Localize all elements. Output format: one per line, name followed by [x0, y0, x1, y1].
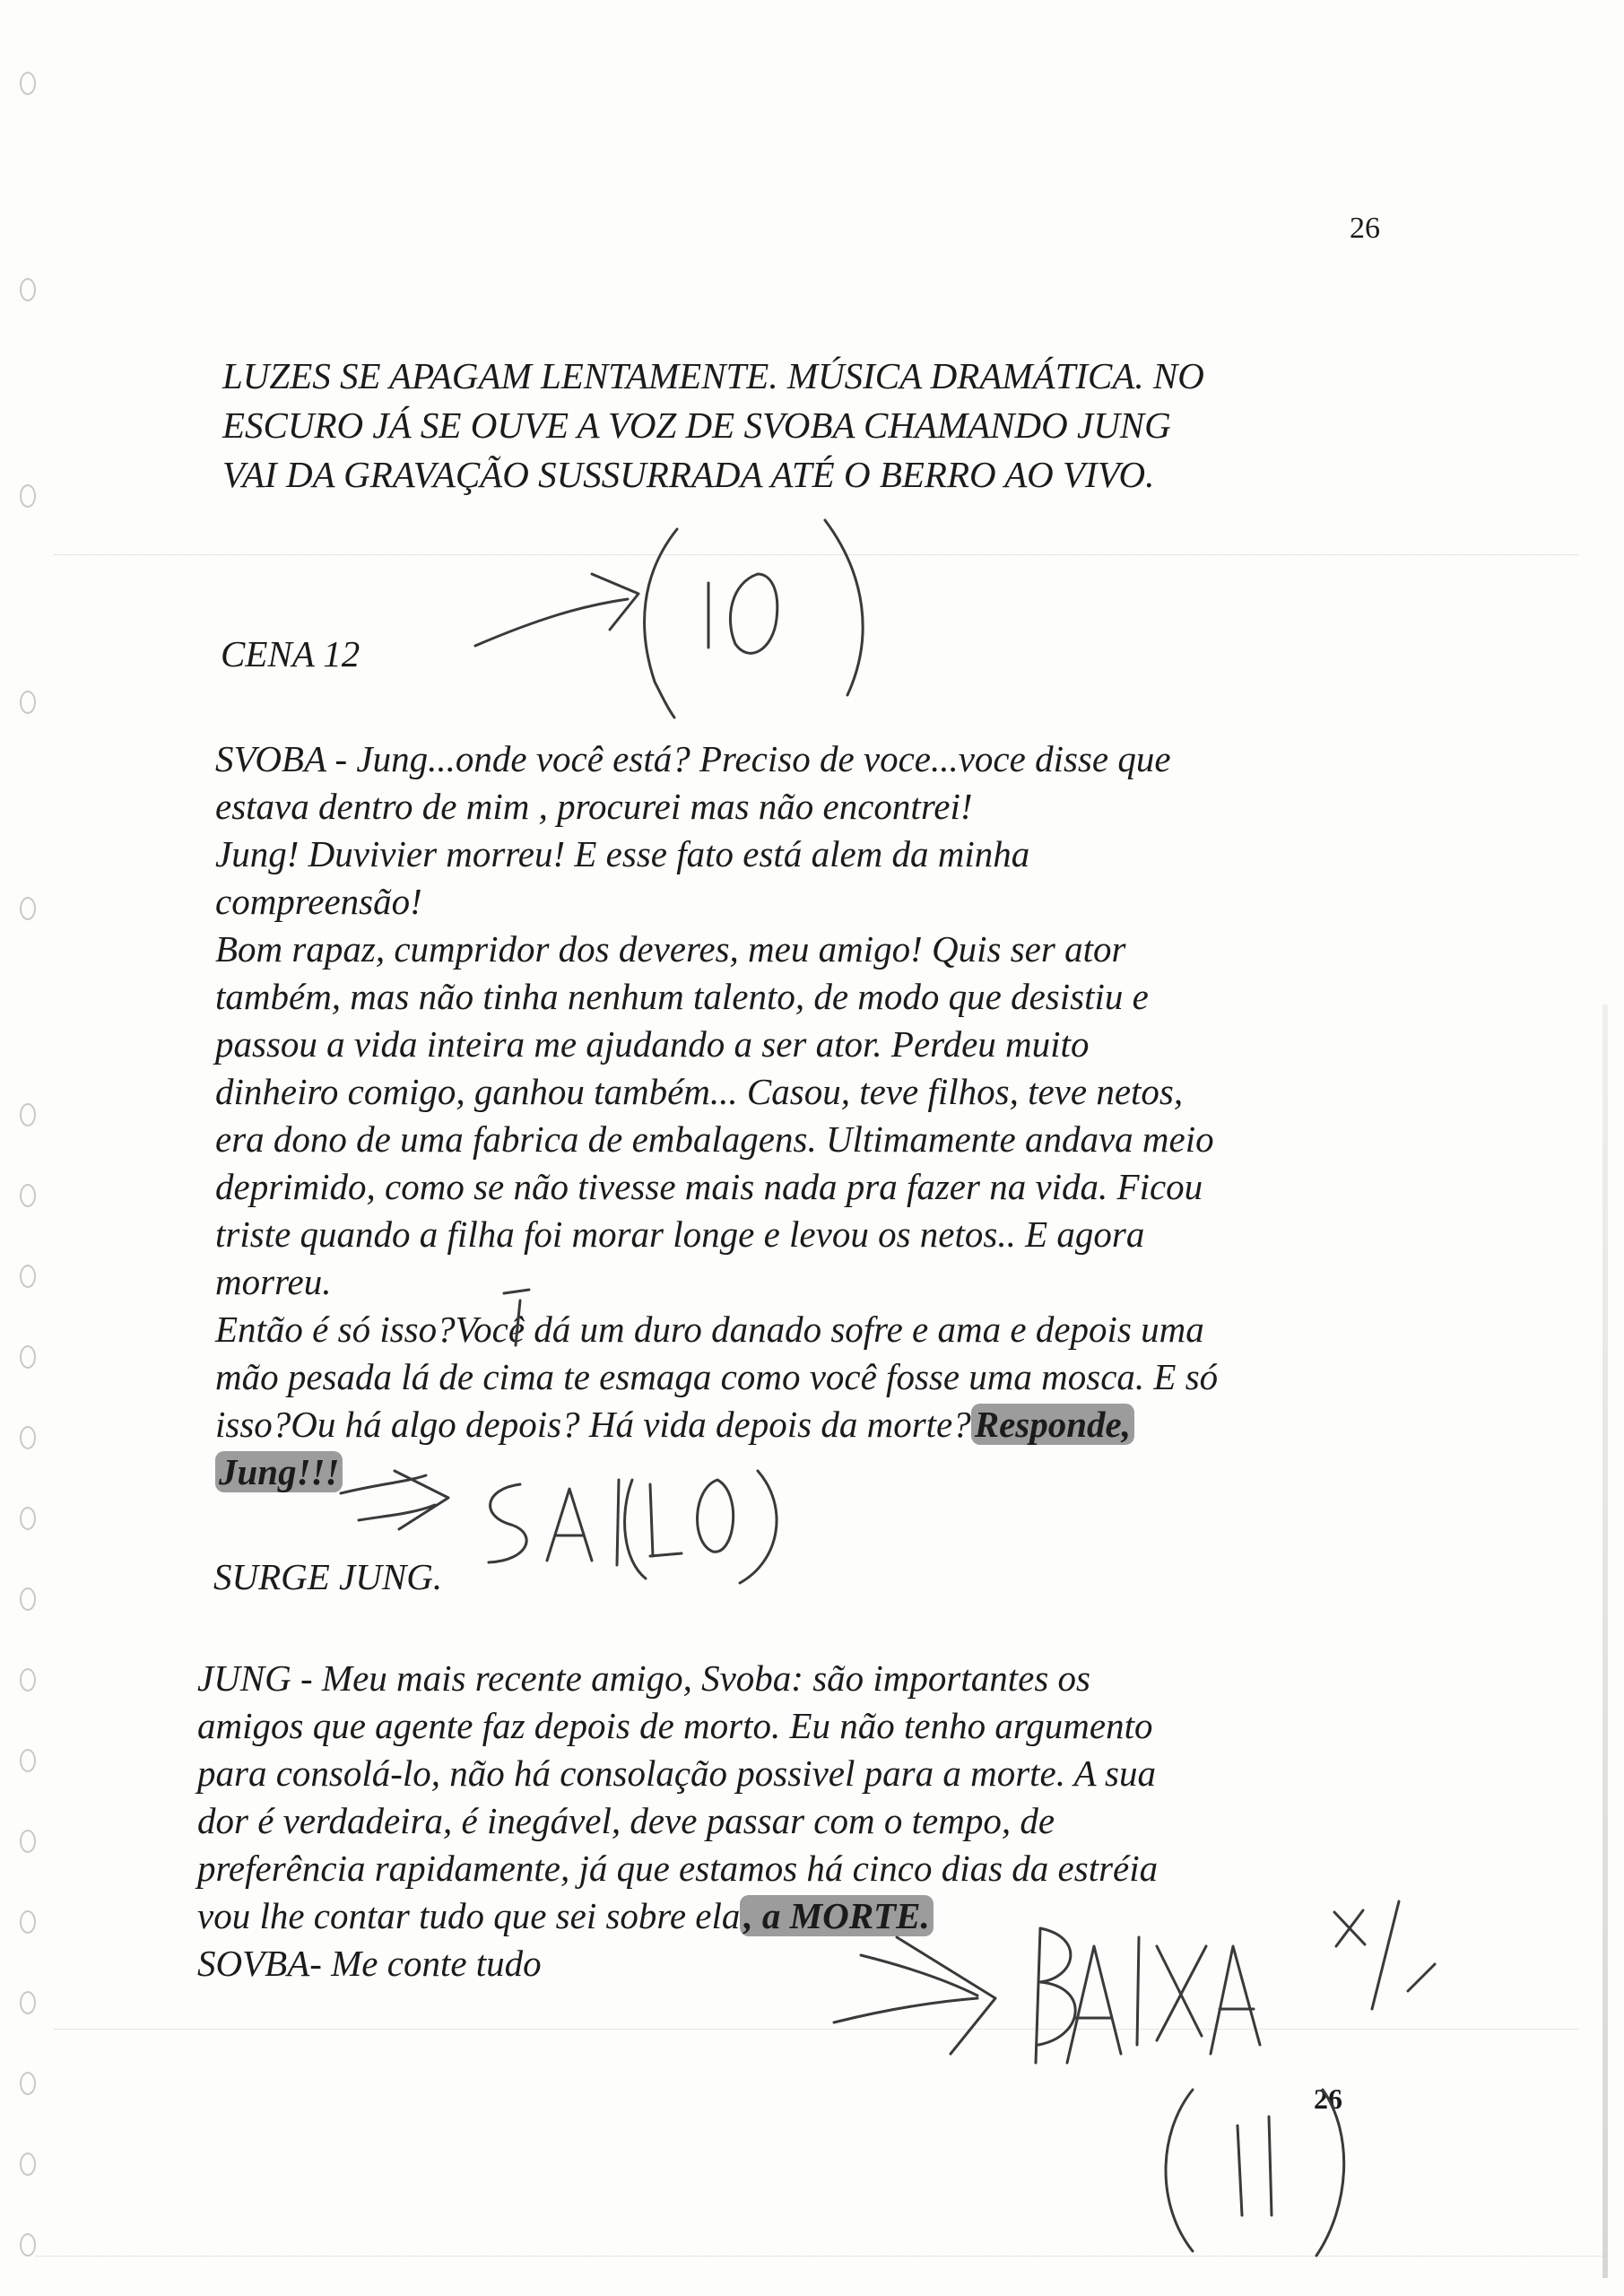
- speech-line: era dono de uma fabrica de embalagens. Ultimamente andava meio: [215, 1118, 1214, 1160]
- speech-line: também, mas não tinha nenhum talento, de modo que desistiu e: [215, 976, 1149, 1017]
- speech-line: morreu.: [215, 1261, 332, 1302]
- highlighted-text: , a MORTE.: [740, 1895, 933, 1936]
- speech-text: vou lhe contar tudo que sei sobre ela: [197, 1895, 741, 1936]
- speech-line: amigos que agente faz depois de morto. Eu não tenho argumento: [197, 1705, 1153, 1746]
- speech-line: estava dentro de mim , procurei mas não encontrei!: [215, 786, 973, 827]
- speech-line: dinheiro comigo, ganhou também... Casou, teve filhos, teve netos,: [215, 1071, 1184, 1112]
- speech-text: isso?Ou há algo depois? Há vida depois da morte?: [215, 1404, 971, 1445]
- speech-line: passou a vida inteira me ajudando a ser ator. Perdeu muito: [215, 1023, 1090, 1065]
- scene-heading: CENA 12: [221, 633, 360, 674]
- stage-direction-line: LUZES SE APAGAM LENTAMENTE. MÚSICA DRAMÁTICA. NO: [222, 355, 1204, 396]
- entrance-direction: SURGE JUNG.: [213, 1556, 443, 1597]
- speech-line: SOVBA- Me conte tudo: [197, 1943, 542, 1984]
- speech-line: JUNG - Meu mais recente amigo, Svoba: são importantes os: [197, 1657, 1090, 1699]
- cue-sai-10-marker: [341, 1471, 777, 1583]
- pencil-mark: [504, 1290, 529, 1345]
- speech-line: triste quando a filha foi morar longe e levou os netos.. E agora: [215, 1213, 1145, 1255]
- speech-line: deprimido, como se não tivesse mais nada pra fazer na vida. Ficou: [215, 1166, 1203, 1207]
- page-number-bottom: 26: [1314, 2083, 1342, 2115]
- stage-direction-line: ESCURO JÁ SE OUVE A VOZ DE SVOBA CHAMANDO JUNG: [222, 404, 1171, 446]
- speech-line: SVOBA - Jung...onde você está? Preciso de voce...voce disse que: [215, 738, 1171, 779]
- speech-line: para consolá-lo, não há consolação possivel para a morte. A sua: [197, 1752, 1157, 1794]
- stage-direction-line: VAI DA GRAVAÇÃO SUSSURRADA ATÉ O BERRO AO VIVO.: [222, 454, 1155, 495]
- speech-line: Jung! Duvivier morreu! E esse fato está alem da minha: [215, 833, 1030, 874]
- speech-line: compreensão!: [215, 881, 422, 922]
- side-mark: [1334, 1901, 1435, 2009]
- speech-line: Então é só isso?Você dá um duro danado sofre e ama e depois uma: [215, 1309, 1204, 1350]
- cue-baixa-11-marker: [834, 1928, 1344, 2256]
- page-number-top: 26: [1350, 212, 1380, 245]
- speech-line: preferência rapidamente, já que estamos há cinco dias da estréia: [197, 1848, 1159, 1889]
- cue-10-marker: [475, 520, 863, 718]
- speech-line: mão pesada lá de cima te esmaga como você fosse uma mosca. E só: [215, 1356, 1219, 1397]
- highlighted-text: Responde,: [971, 1404, 1134, 1445]
- speech-line: Bom rapaz, cumpridor dos deveres, meu amigo! Quis ser ator: [215, 928, 1126, 970]
- speech-line: dor é verdadeira, é inegável, deve passar com o tempo, de: [197, 1800, 1055, 1841]
- highlighted-text: Jung!!!: [215, 1451, 343, 1492]
